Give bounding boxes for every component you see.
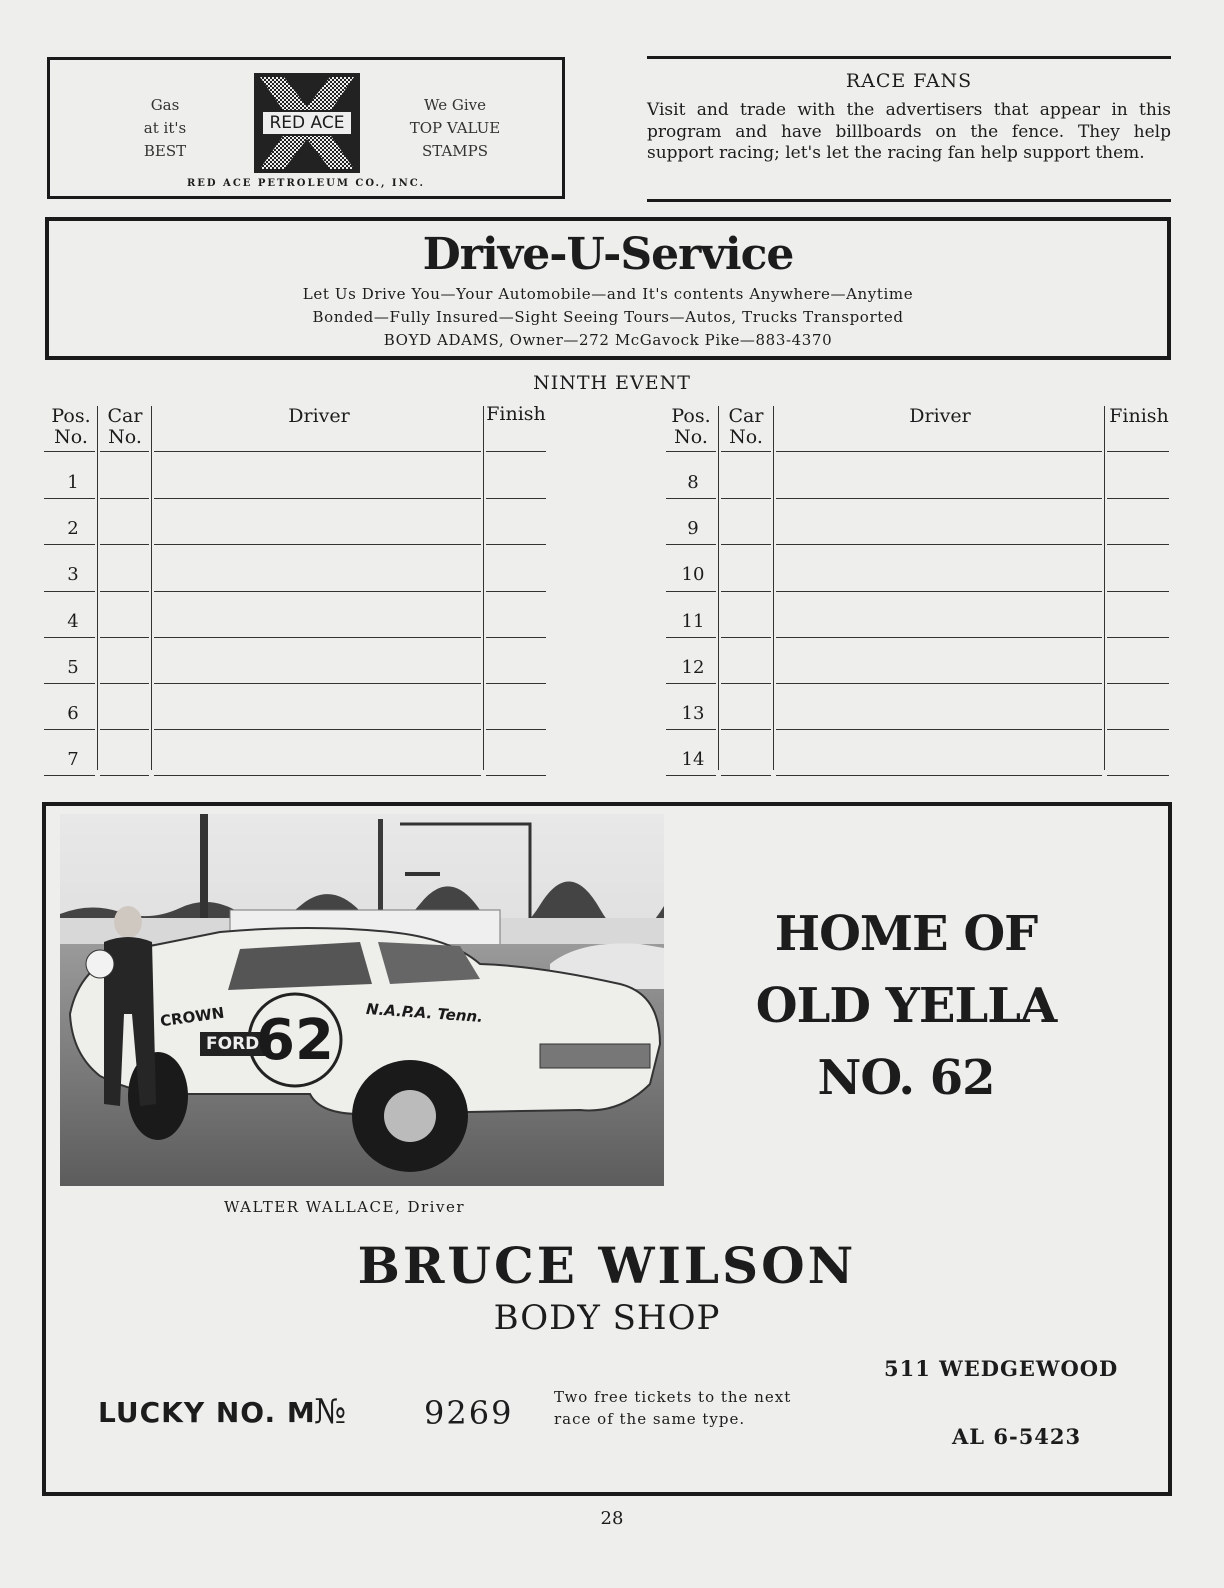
row-rule xyxy=(666,729,716,730)
row-rule xyxy=(154,544,481,545)
drive-u-service-line: BOYD ADAMS, Owner—272 McGavock Pike—883-4370 xyxy=(383,331,833,349)
header-text: No. xyxy=(108,426,142,448)
position-number: 7 xyxy=(67,749,79,771)
position-number: 9 xyxy=(687,518,699,540)
business-phone: AL 6-5423 xyxy=(952,1424,1082,1449)
row-rule xyxy=(486,729,546,730)
row-rule xyxy=(154,775,481,776)
position-number: 1 xyxy=(67,472,79,493)
red-ace-left-text xyxy=(120,94,210,163)
car-text-napa: N.A.P.A. Tenn. xyxy=(365,999,484,1027)
header-text: No. xyxy=(54,426,88,448)
row-rule xyxy=(154,683,481,684)
header-text: Pos. xyxy=(671,405,711,427)
event-title: NINTH EVENT xyxy=(533,372,691,394)
red-ace-ad xyxy=(47,57,565,199)
row-rule xyxy=(44,683,95,684)
row-rule xyxy=(721,591,771,592)
header-text: No. xyxy=(729,426,763,448)
photo-caption: WALTER WALLACE, Driver xyxy=(224,1198,465,1216)
row-rule xyxy=(154,729,481,730)
position-number: 3 xyxy=(67,564,79,586)
bottom-rule xyxy=(647,199,1171,202)
header-rule xyxy=(154,451,481,452)
row-rule xyxy=(100,591,149,592)
header-text: Pos. xyxy=(51,405,91,427)
row-rule xyxy=(666,683,716,684)
row-rule xyxy=(154,498,481,499)
row-rule xyxy=(666,637,716,638)
row-rule xyxy=(721,683,771,684)
row-rule xyxy=(1107,591,1169,592)
row-rule xyxy=(486,498,546,499)
row-rule xyxy=(721,498,771,499)
header-pos-no xyxy=(666,406,716,448)
row-rule xyxy=(776,683,1102,684)
row-rule xyxy=(721,544,771,545)
header-text: No. xyxy=(674,426,708,448)
position-number: 12 xyxy=(681,656,705,678)
red-ace-logo xyxy=(254,73,360,173)
row-rule xyxy=(1107,637,1169,638)
row-rule xyxy=(776,729,1102,730)
position-number: 10 xyxy=(681,564,705,586)
row-rule xyxy=(100,544,149,545)
row-rule xyxy=(486,544,546,545)
drive-u-service-title: Drive-U-Service xyxy=(422,229,794,280)
lucky-number-label: LUCKY NO. M xyxy=(98,1396,316,1429)
business-address: 511 WEDGEWOOD xyxy=(884,1356,1119,1381)
row-rule xyxy=(100,683,149,684)
position-number: 2 xyxy=(67,518,79,540)
business-name: BRUCE WILSON xyxy=(357,1236,857,1295)
row-rule xyxy=(776,637,1102,638)
drive-u-service-ad xyxy=(45,217,1171,360)
row-rule xyxy=(776,498,1102,499)
number-symbol: № xyxy=(314,1392,347,1432)
header-finish: Finish xyxy=(486,403,546,425)
row-rule xyxy=(44,591,95,592)
row-rule xyxy=(486,683,546,684)
row-rule xyxy=(776,544,1102,545)
bruce-wilson-ad xyxy=(42,802,1172,1496)
position-number: 8 xyxy=(687,472,699,493)
header-text: Car xyxy=(728,405,764,427)
header-car-no xyxy=(720,406,772,448)
right-text-line: TOP VALUE xyxy=(409,119,501,137)
row-rule xyxy=(721,637,771,638)
row-rule xyxy=(666,498,716,499)
column-divider xyxy=(151,406,152,770)
row-rule xyxy=(44,544,95,545)
red-ace-company: RED ACE PETROLEUM CO., INC. xyxy=(186,178,426,189)
row-rule xyxy=(1107,775,1169,776)
row-rule xyxy=(44,498,95,499)
header-car-no xyxy=(100,406,150,448)
row-rule xyxy=(100,729,149,730)
row-rule xyxy=(100,775,149,776)
red-ace-right-text xyxy=(390,94,520,163)
car-text-number: 62 xyxy=(256,1008,334,1073)
drive-u-service-line: Let Us Drive You—Your Automobile—and It's contents Anywhere—Anytime xyxy=(302,285,914,303)
header-driver: Driver xyxy=(288,405,350,427)
row-rule xyxy=(666,775,716,776)
race-fans-notice xyxy=(647,56,1171,204)
left-text-line: at it's xyxy=(143,119,187,137)
column-divider xyxy=(773,406,774,770)
row-rule xyxy=(1107,544,1169,545)
row-rule xyxy=(1107,498,1169,499)
header-rule xyxy=(1107,451,1169,452)
header-rule xyxy=(776,451,1102,452)
page-number: 28 xyxy=(600,1508,624,1529)
row-rule xyxy=(486,637,546,638)
row-rule xyxy=(776,775,1102,776)
position-number: 4 xyxy=(67,610,79,632)
right-text-line: We Give xyxy=(424,96,486,114)
left-text-line: BEST xyxy=(143,142,187,160)
home-line: NO. 62 xyxy=(817,1050,995,1106)
top-rule xyxy=(647,56,1171,59)
race-fans-title: RACE FANS xyxy=(845,70,973,92)
header-driver: Driver xyxy=(909,405,971,427)
car-text-crown: CROWN xyxy=(159,1003,226,1031)
header-rule xyxy=(721,451,771,452)
row-rule xyxy=(486,591,546,592)
position-number: 13 xyxy=(681,703,705,724)
position-number: 11 xyxy=(681,610,705,632)
row-rule xyxy=(666,591,716,592)
header-rule xyxy=(486,451,546,452)
header-finish: Finish xyxy=(1109,405,1169,427)
column-divider xyxy=(1104,406,1105,770)
row-rule xyxy=(44,775,95,776)
row-rule xyxy=(100,498,149,499)
red-ace-logo-text: RED ACE xyxy=(269,113,345,133)
row-rule xyxy=(776,591,1102,592)
row-rule xyxy=(1107,683,1169,684)
column-divider xyxy=(483,406,484,770)
right-text-line: STAMPS xyxy=(421,142,489,160)
row-rule xyxy=(1107,729,1169,730)
row-rule xyxy=(44,729,95,730)
row-rule xyxy=(154,591,481,592)
home-line: HOME OF xyxy=(774,906,1038,962)
race-car-photo xyxy=(60,814,664,1186)
header-pos-no xyxy=(46,406,96,448)
header-rule xyxy=(44,451,95,452)
home-line: OLD YELLA xyxy=(755,978,1057,1034)
header-text: Car xyxy=(107,405,143,427)
column-divider xyxy=(718,406,719,770)
ticket-number: 9269 xyxy=(424,1394,514,1432)
race-fans-body: Visit and trade with the advertisers that appear in this program and have billboards on the fence. They help support racing; let's let the racing fan help support them. xyxy=(647,100,1171,163)
row-rule xyxy=(100,637,149,638)
row-rule xyxy=(154,637,481,638)
car-text-ford: FORD xyxy=(200,1032,265,1056)
header-rule xyxy=(666,451,716,452)
row-rule xyxy=(44,637,95,638)
left-text-line: Gas xyxy=(150,96,180,114)
row-rule xyxy=(721,729,771,730)
ticket-note: Two free tickets to the next race of the same type. xyxy=(554,1388,792,1428)
position-number: 6 xyxy=(67,703,79,724)
row-rule xyxy=(486,775,546,776)
row-rule xyxy=(666,544,716,545)
row-rule xyxy=(721,775,771,776)
header-rule xyxy=(100,451,149,452)
business-type: BODY SHOP xyxy=(493,1298,721,1338)
drive-u-service-line: Bonded—Fully Insured—Sight Seeing Tours—Autos, Trucks Transported xyxy=(312,308,904,326)
position-number: 14 xyxy=(681,749,705,771)
position-number: 5 xyxy=(67,656,79,678)
